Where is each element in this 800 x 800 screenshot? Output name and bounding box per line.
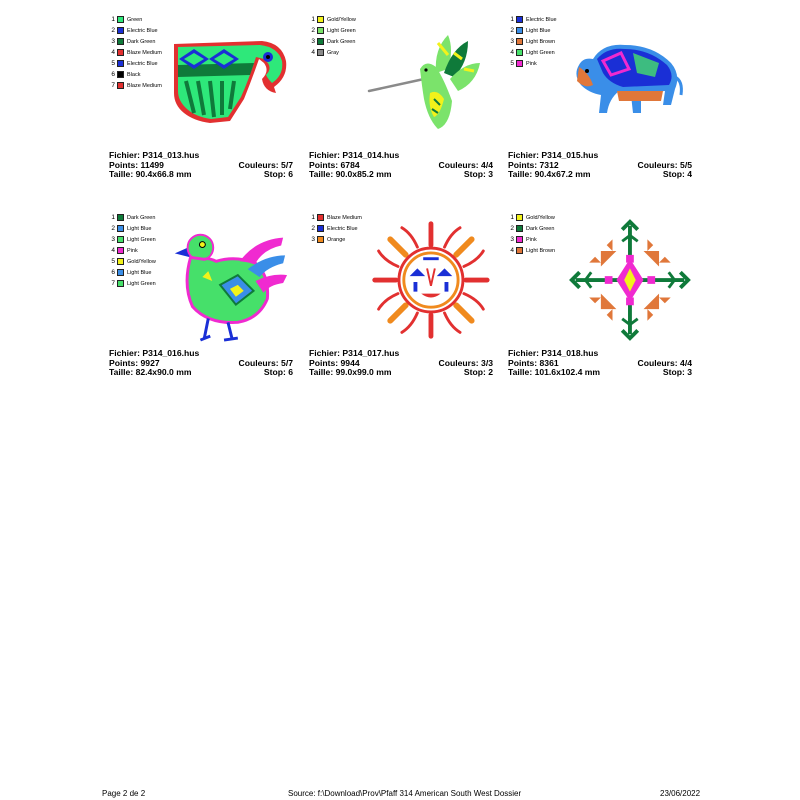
design-info	[508, 151, 692, 180]
file-name: Fichier: P314_017.hus	[309, 348, 400, 358]
color-name: Pink	[127, 247, 138, 254]
design-card	[508, 14, 693, 189]
color-name: Green	[127, 16, 143, 23]
color-name: Light Blue	[127, 225, 152, 232]
color-number: 2	[510, 27, 514, 34]
color-count: Couleurs: 4/4	[637, 357, 692, 368]
color-swatch	[317, 225, 324, 232]
color-name: Orange	[327, 236, 346, 243]
color-name: Light Brown	[526, 247, 556, 254]
color-number: 5	[111, 60, 115, 67]
color-name: Electric Blue	[327, 225, 358, 232]
design-size: Taille: 90.4x66.8 mm	[109, 169, 192, 180]
color-name: Dark Green	[127, 214, 156, 221]
color-name: Light Green	[127, 280, 156, 287]
color-name: Gold/Yellow	[127, 258, 156, 265]
color-swatch	[117, 71, 124, 78]
color-number: 5	[111, 258, 115, 265]
color-swatch	[516, 225, 523, 232]
design-info	[109, 151, 293, 180]
color-number: 6	[111, 71, 115, 78]
color-number: 2	[510, 225, 514, 232]
color-swatch	[516, 27, 523, 34]
sun-face-embroidery	[367, 218, 492, 344]
color-name: Black	[127, 71, 141, 78]
color-swatch	[516, 38, 523, 45]
color-number: 3	[111, 38, 115, 45]
color-name: Electric Blue	[526, 16, 557, 23]
points-count: Points: 7312	[508, 159, 559, 170]
file-name: Fichier: P314_016.hus	[109, 348, 200, 358]
buffalo-embroidery	[563, 29, 688, 129]
color-number: 6	[111, 269, 115, 276]
design-card	[109, 14, 294, 189]
color-name: Light Blue	[127, 269, 152, 276]
eagle-head-embroidery	[164, 29, 289, 129]
points-count: Points: 9927	[109, 357, 160, 368]
page-number: Page 2 de 2	[102, 789, 146, 798]
hummingbird-embroidery	[364, 29, 489, 129]
design-info	[309, 151, 493, 180]
color-number: 7	[111, 280, 115, 287]
color-swatch	[117, 214, 124, 221]
color-name: Blaze Medium	[127, 82, 162, 89]
color-name: Gold/Yellow	[327, 16, 356, 23]
design-info	[309, 349, 493, 378]
color-number: 2	[111, 225, 115, 232]
color-swatch	[317, 27, 324, 34]
color-swatch	[516, 16, 523, 23]
points-count: Points: 9944	[309, 357, 360, 368]
color-swatch	[516, 49, 523, 56]
color-number: 4	[510, 49, 514, 56]
color-swatch	[117, 60, 124, 67]
color-name: Light Green	[127, 236, 156, 243]
color-number: 3	[311, 38, 315, 45]
color-name: Light Brown	[526, 38, 556, 45]
color-swatch	[516, 60, 523, 67]
color-number: 3	[510, 236, 514, 243]
color-number: 1	[111, 214, 115, 221]
color-number: 1	[510, 214, 514, 221]
color-swatch	[117, 16, 124, 23]
color-number: 7	[111, 82, 115, 89]
design-card	[508, 212, 693, 387]
design-info	[508, 349, 692, 378]
color-swatch	[516, 236, 523, 243]
color-name: Electric Blue	[127, 27, 158, 34]
legend-row	[109, 14, 179, 25]
color-swatch	[317, 16, 324, 23]
diamond-cross-embroidery	[566, 218, 691, 344]
color-count: Couleurs: 5/7	[238, 357, 293, 368]
file-name: Fichier: P314_018.hus	[508, 348, 599, 358]
stop-count: Stop: 4	[662, 169, 692, 180]
color-swatch	[117, 258, 124, 265]
color-name: Light Green	[526, 49, 555, 56]
color-number: 4	[111, 49, 115, 56]
design-card	[109, 212, 294, 387]
color-number: 4	[111, 247, 115, 254]
color-swatch	[317, 49, 324, 56]
stop-count: Stop: 3	[463, 169, 493, 180]
color-count: Couleurs: 5/5	[637, 159, 692, 170]
design-card	[309, 212, 494, 387]
color-name: Gold/Yellow	[526, 214, 555, 221]
color-number: 1	[111, 16, 115, 23]
color-name: Gray	[327, 49, 339, 56]
points-count: Points: 6784	[309, 159, 360, 170]
color-number: 1	[311, 214, 315, 221]
design-info	[109, 349, 293, 378]
points-count: Points: 11499	[109, 159, 164, 170]
color-name: Pink	[526, 60, 537, 67]
color-name: Pink	[526, 236, 537, 243]
color-swatch	[317, 214, 324, 221]
design-card	[309, 14, 494, 189]
color-number: 4	[311, 49, 315, 56]
color-swatch	[117, 280, 124, 287]
color-swatch	[117, 236, 124, 243]
color-swatch	[117, 82, 124, 89]
color-number: 1	[311, 16, 315, 23]
color-name: Light Green	[327, 27, 356, 34]
stop-count: Stop: 3	[662, 367, 692, 378]
design-size: Taille: 90.0x85.2 mm	[309, 169, 392, 180]
color-number: 3	[311, 236, 315, 243]
bird-embroidery	[164, 216, 289, 344]
color-count: Couleurs: 4/4	[438, 159, 493, 170]
color-name: Blaze Medium	[327, 214, 362, 221]
color-swatch	[117, 269, 124, 276]
file-name: Fichier: P314_013.hus	[109, 150, 200, 160]
points-count: Points: 8361	[508, 357, 559, 368]
print-date: 23/06/2022	[660, 789, 701, 798]
color-number: 4	[510, 247, 514, 254]
color-swatch	[516, 214, 523, 221]
color-name: Dark Green	[526, 225, 555, 232]
color-number: 2	[311, 27, 315, 34]
color-number: 1	[510, 16, 514, 23]
source-path: Source: f:\Download\Prov\Pfaff 314 American South West Dossier	[288, 789, 522, 798]
color-swatch	[117, 49, 124, 56]
design-size: Taille: 82.4x90.0 mm	[109, 367, 192, 378]
color-swatch	[117, 225, 124, 232]
color-swatch	[317, 236, 324, 243]
color-number: 5	[510, 60, 514, 67]
color-swatch	[117, 38, 124, 45]
legend-row	[309, 14, 379, 25]
color-name: Dark Green	[327, 38, 356, 45]
color-count: Couleurs: 3/3	[438, 357, 493, 368]
design-size: Taille: 99.0x99.0 mm	[309, 367, 392, 378]
file-name: Fichier: P314_015.hus	[508, 150, 599, 160]
color-number: 2	[311, 225, 315, 232]
color-swatch	[117, 247, 124, 254]
color-swatch	[317, 38, 324, 45]
color-swatch	[117, 27, 124, 34]
color-name: Blaze Medium	[127, 49, 162, 56]
stop-count: Stop: 6	[263, 367, 293, 378]
stop-count: Stop: 2	[463, 367, 493, 378]
design-size: Taille: 90.4x67.2 mm	[508, 169, 591, 180]
stop-count: Stop: 6	[263, 169, 293, 180]
color-swatch	[516, 247, 523, 254]
color-number: 3	[111, 236, 115, 243]
color-number: 2	[111, 27, 115, 34]
file-name: Fichier: P314_014.hus	[309, 150, 400, 160]
color-count: Couleurs: 5/7	[238, 159, 293, 170]
design-size: Taille: 101.6x102.4 mm	[508, 367, 601, 378]
color-name: Electric Blue	[127, 60, 158, 67]
legend-row	[508, 14, 578, 25]
color-number: 3	[510, 38, 514, 45]
color-name: Dark Green	[127, 38, 156, 45]
color-name: Light Blue	[526, 27, 551, 34]
